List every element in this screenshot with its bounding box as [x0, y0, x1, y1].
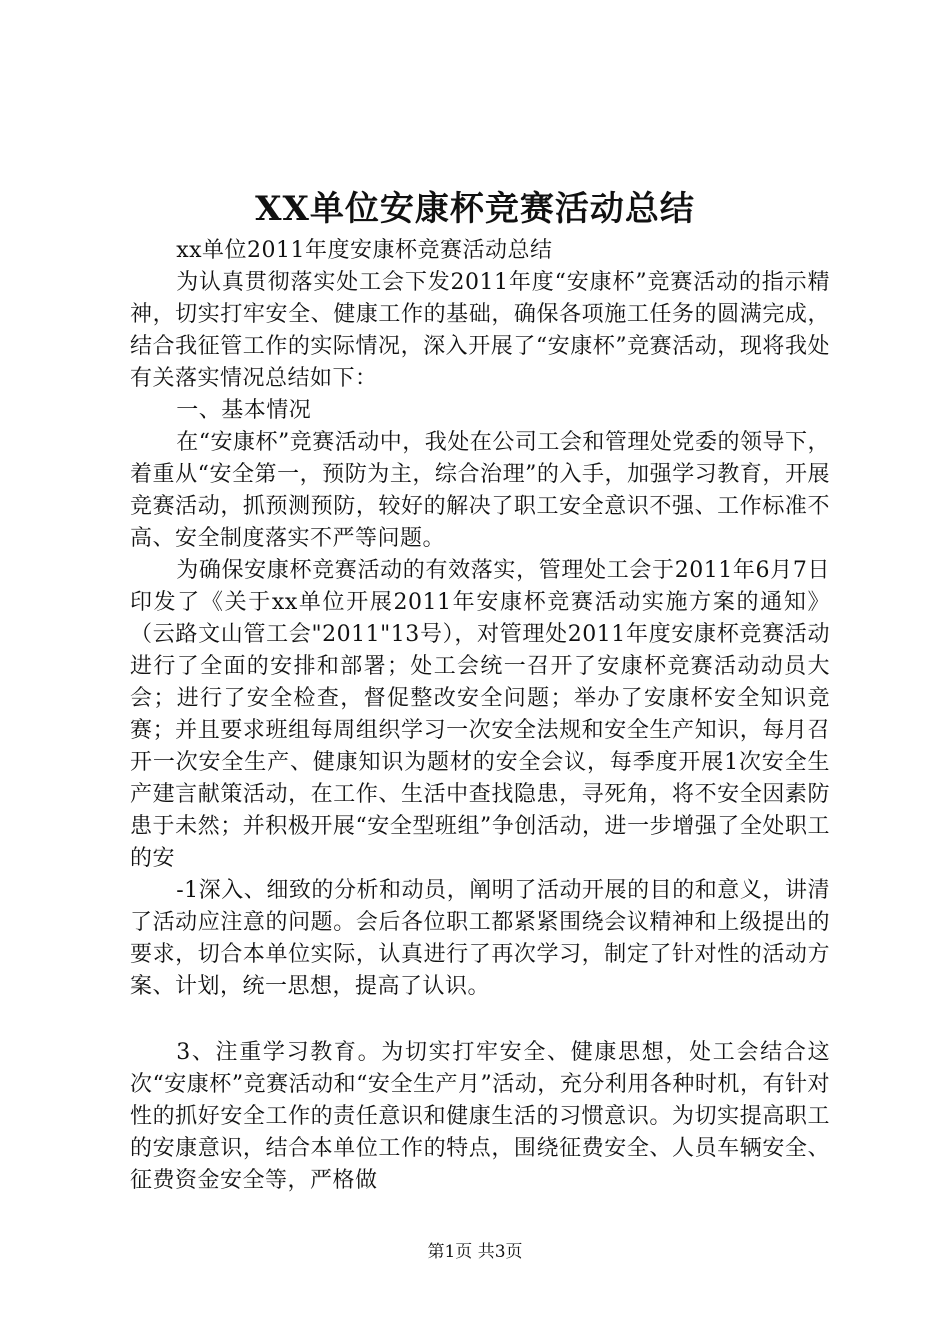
subtitle-paragraph: xx单位2011年度安康杯竞赛活动总结: [176, 238, 553, 263]
document-body: [130, 235, 830, 1197]
body-paragraph: -1深入、细致的分析和动员，阐明了活动开展的目的和意义，讲清了活动应注意的问题。会后各位职工都紧紧围绕会议精神和上级提出的要求，切合本单位实际，认真进行了再次学习，制定了针对性的活动方案、计划，统一思想，提高了认识。: [130, 878, 830, 999]
body-paragraph: 在“安康杯”竞赛活动中，我处在公司工会和管理处党委的领导下，着重从“安全第一，预防为主，综合治理”的入手，加强学习教育，开展竞赛活动，抓预测预防，较好的解决了职工安全意识不强、工作标准不高、安全制度落实不严等问题。: [130, 430, 830, 551]
document-title: XX单位安康杯竞赛活动总结: [255, 189, 695, 229]
body-paragraph: 3、注重学习教育。为切实打牢安全、健康思想，处工会结合这次“安康杯”竞赛活动和“安全生产月”活动，充分利用各种时机，有针对性的抓好安全工作的责任意识和健康生活的习惯意识。为切实提高职工的安康意识，结合本单位工作的特点，围绕征费安全、人员车辆安全、征费资金安全等，严格做: [130, 1040, 830, 1193]
intro-paragraph: 为认真贯彻落实处工会下发2011年度“安康杯”竞赛活动的指示精神，切实打牢安全、健康工作的基础，确保各项施工任务的圆满完成，结合我征管工作的实际情况，深入开展了“安康杯”竞赛活动，现将我处有关落实情况总结如下：: [130, 270, 830, 391]
page-footer: 第1页 共3页: [427, 1242, 523, 1262]
body-paragraph: 为确保安康杯竞赛活动的有效落实，管理处工会于2011年6月7日印发了《关于xx单位开展2011年安康杯竞赛活动实施方案的通知》（云路文山管工会"2011"13号），对管理处2011年度安康杯竞赛活动进行了全面的安排和部署；处工会统一召开了安康杯竞赛活动动员大会；进行了安全检查，督促整改安全问题；举办了安康杯安全知识竞赛；并且要求班组每周组织学习一次安全法规和安全生产知识，每月召开一次安全生产、健康知识为题材的安全会议，每季度开展1次安全生产建言献策活动，在工作、生活中查找隐患，寻死角，将不安全因素防患于未然；并积极开展“安全型班组”争创活动，进一步增强了全处职工的安: [130, 558, 830, 871]
section-heading-basic-situation: 一、基本情况: [176, 398, 312, 423]
